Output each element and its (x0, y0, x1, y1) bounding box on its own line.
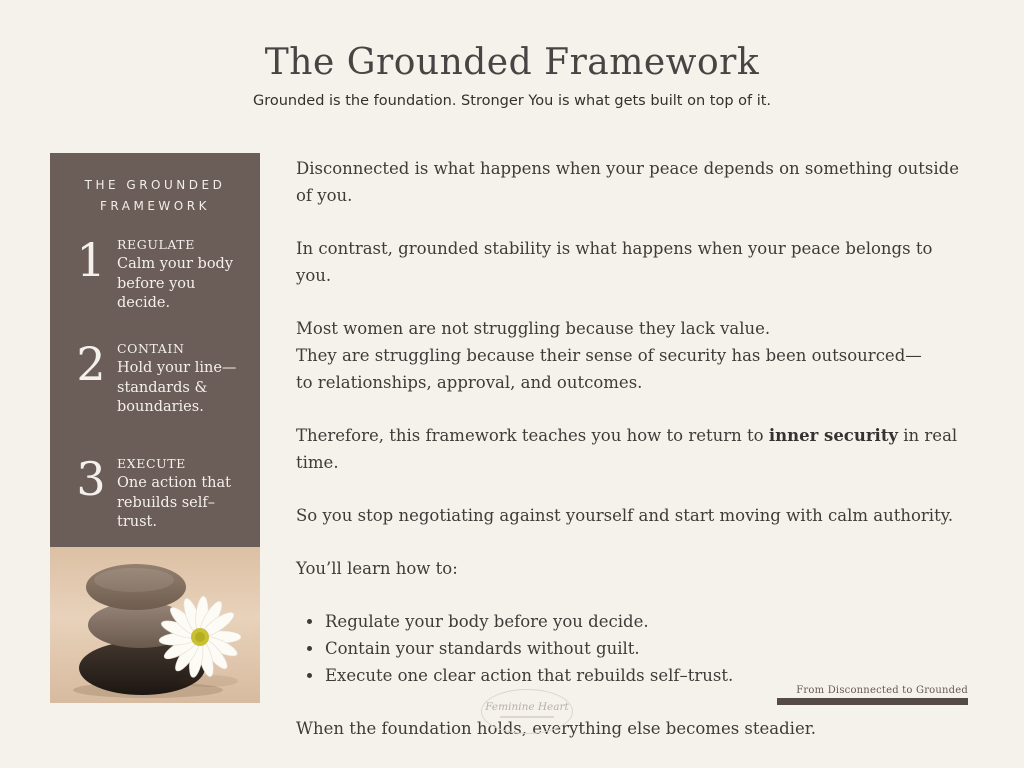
step-text: Hold your line—standards & boundaries. (117, 360, 237, 415)
zen-stones-illustration (50, 547, 260, 703)
step-text: One action that rebuilds self–trust. (117, 475, 231, 530)
body-paragraph-2: In contrast, grounded stability is what happens when your peace belongs to you. (296, 239, 933, 285)
framework-step-2 (72, 337, 249, 418)
page-title: The Grounded Framework (264, 42, 760, 83)
list-item: • Contain your standards without guilt. (324, 635, 961, 662)
body-paragraph-1: Disconnected is what happens when your peace depends on something outside of you. (296, 159, 959, 205)
paragraph-3-line-3: to relationships, approval, and outcomes. (296, 373, 643, 392)
learning-list (296, 608, 961, 689)
body-copy (296, 155, 961, 742)
framework-panel (50, 153, 260, 547)
step-label: EXECUTE (117, 456, 186, 471)
step-label: REGULATE (117, 237, 195, 252)
footnote-bar (777, 698, 968, 705)
framework-step-3 (72, 452, 249, 533)
page-subtitle: Grounded is the foundation. Stronger You is what gets built on top of it. (252, 93, 772, 109)
paragraph-3-line-2: They are struggling because their sense of security has been outsourced— (296, 346, 922, 365)
framework-step-1 (72, 233, 249, 314)
framework-panel-title-line2: FRAMEWORK (100, 199, 210, 213)
list-item: • Regulate your body before you decide. (324, 608, 961, 635)
header (0, 42, 1024, 109)
framework-panel-title (50, 175, 260, 217)
body-paragraph-6: You’ll learn how to: (296, 559, 458, 578)
step-label: CONTAIN (117, 341, 185, 356)
body-paragraph-3 (296, 315, 961, 396)
step-text: Calm your body before you decide. (117, 256, 234, 311)
closing-paragraph: When the foundation holds, everything else becomes steadier. (296, 719, 817, 738)
step-number: 2 (76, 337, 106, 391)
zen-stones-photo (50, 547, 260, 703)
brand-logo-text: Feminine Heart (485, 701, 569, 713)
list-item: • Execute one clear action that rebuilds self–trust. (324, 662, 961, 689)
step-number: 3 (76, 452, 106, 506)
brand-logo-tagline (500, 716, 554, 718)
step-number: 1 (76, 233, 106, 287)
footnote (728, 685, 968, 705)
bold-phrase: inner security (768, 426, 899, 445)
paragraph-3-line-1: Most women are not struggling because they lack value. (296, 319, 771, 338)
footnote-text: From Disconnected to Grounded (796, 685, 968, 696)
body-paragraph-4: Therefore, this framework teaches you how to return to inner security in real time. (296, 426, 958, 472)
body-paragraph-5: So you stop negotiating against yourself and start moving with calm authority. (296, 506, 954, 525)
brand-logo (481, 689, 573, 734)
framework-panel-title-line1: THE GROUNDED (84, 178, 226, 192)
